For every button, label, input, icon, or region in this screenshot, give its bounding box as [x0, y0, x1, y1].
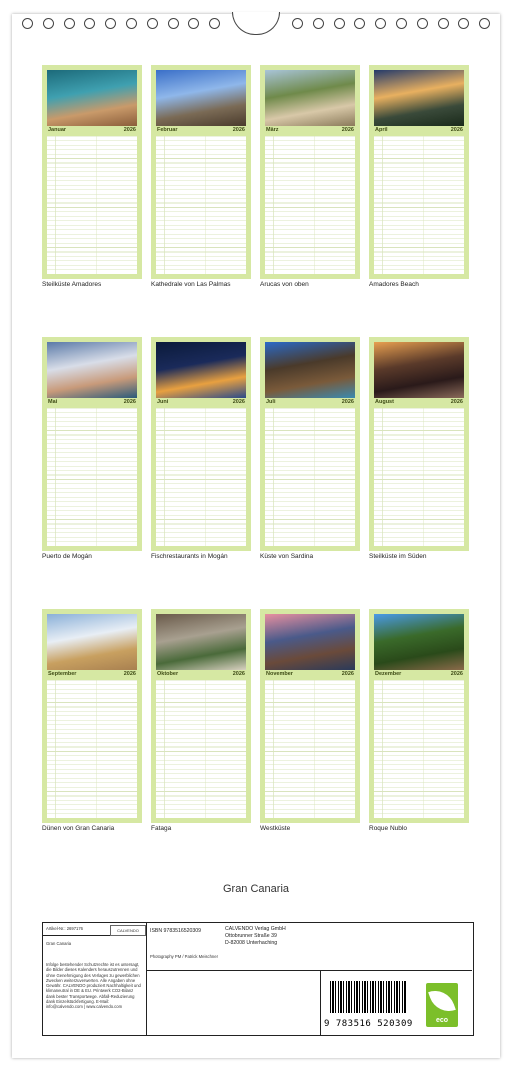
binding-hole: [147, 18, 158, 29]
month-name: September: [48, 671, 77, 677]
month-name: Oktober: [157, 671, 179, 677]
calvendo-logo: CALVENDO: [110, 925, 146, 936]
month-header: [47, 670, 137, 679]
binding-hole: [479, 18, 490, 29]
month-header: [374, 670, 464, 679]
month-header: [265, 126, 355, 135]
month-year: 2026: [232, 671, 245, 677]
day-grid: [265, 136, 355, 274]
binding-hole: [417, 18, 428, 29]
binding-holes: [0, 18, 512, 32]
month-name: November: [266, 671, 293, 677]
leaf-icon: [428, 985, 456, 1016]
binding-hole: [126, 18, 137, 29]
month-year: 2026: [232, 399, 245, 405]
day-grid: [156, 408, 246, 546]
photography-credit: Photography PM / Patrick Meischner: [150, 954, 218, 959]
month-year: 2026: [450, 399, 463, 405]
month-caption: Steilküste Amadores: [42, 281, 102, 288]
month-caption: Dünen von Gran Canaria: [42, 825, 115, 832]
binding-hole: [375, 18, 386, 29]
month-caption: Kathedrale von Las Palmas: [151, 281, 231, 288]
month-caption: Westküste: [260, 825, 291, 832]
month-year: 2026: [450, 127, 463, 133]
imprint-legal-text: Infolge bestehender Schutzrechte ist es untersagt, die Bilder dieses Kalenders herauszutrennen und ohne Genehmigung des Verlages zu gewerblichen Zwecken weiterzuverwerten. Alle Angaben ohne Gewähr. CALVENDO produziert Nachhaltigkeit und klimaneutral in DE & EU. Printwerk CO2-Bilanz dank bester Transportwege. Abfall-Reduzierung dank Einzelstückfertigung. E-Mail: info@calvendo.com | www.calvendo.com: [46, 962, 141, 1009]
binding-hole: [84, 18, 95, 29]
day-grid: [47, 680, 137, 818]
article-number: Artikel-Nr.: 2697176: [46, 926, 84, 931]
month-name: März: [266, 127, 279, 133]
month-year: 2026: [123, 671, 136, 677]
month-header: [156, 398, 246, 407]
month-photo: [47, 70, 137, 126]
month-header: [374, 398, 464, 407]
day-grid: [156, 136, 246, 274]
binding-hole: [64, 18, 75, 29]
barcode-number: 9 783516 520309: [324, 1019, 413, 1029]
month-caption: Küste von Sardina: [260, 553, 314, 560]
month-caption: Puerto de Mogán: [42, 553, 92, 560]
month-header: [47, 398, 137, 407]
imprint-calendar-name: Gran Canaria: [46, 941, 72, 946]
month-panel: [42, 609, 142, 823]
binding-hole: [313, 18, 324, 29]
month-year: 2026: [341, 127, 354, 133]
month-year: 2026: [232, 127, 245, 133]
month-name: Februar: [157, 127, 178, 133]
month-panel: [151, 337, 251, 551]
month-header: [156, 126, 246, 135]
eco-badge: [426, 983, 458, 1027]
day-grid: [265, 408, 355, 546]
month-name: Dezember: [375, 671, 402, 677]
month-panel: [151, 609, 251, 823]
month-photo: [156, 342, 246, 398]
binding-hole: [22, 18, 33, 29]
calendar-title: Gran Canaria: [222, 883, 290, 895]
month-header: [156, 670, 246, 679]
day-grid: [374, 408, 464, 546]
month-year: 2026: [341, 671, 354, 677]
month-caption: Fataga: [151, 825, 172, 832]
month-photo: [156, 70, 246, 126]
month-panel: [42, 65, 142, 279]
month-caption: Amadores Beach: [369, 281, 419, 288]
day-grid: [156, 680, 246, 818]
month-photo: [47, 614, 137, 670]
month-panel: [369, 337, 469, 551]
publisher-name: CALVENDO Verlag GmbH: [225, 926, 286, 932]
binding-hole: [396, 18, 407, 29]
binding-hole: [458, 18, 469, 29]
month-year: 2026: [123, 399, 136, 405]
month-caption: Fischrestaurants in Mogán: [151, 553, 228, 560]
month-name: Juli: [266, 399, 276, 405]
month-photo: [47, 342, 137, 398]
imprint-divider: [146, 970, 472, 971]
month-panel: [260, 609, 360, 823]
month-caption: Roque Nublo: [369, 825, 407, 832]
barcode: [330, 981, 406, 1013]
binding-hole: [105, 18, 116, 29]
day-grid: [374, 136, 464, 274]
binding-hole: [334, 18, 345, 29]
month-name: Januar: [48, 127, 67, 133]
binding-hole: [209, 18, 220, 29]
imprint-divider: [146, 922, 147, 1036]
month-photo: [156, 614, 246, 670]
binding-hole: [168, 18, 179, 29]
month-caption: Arucas von oben: [260, 281, 309, 288]
publisher-street: Ottobrunner Straße 39: [225, 933, 277, 939]
month-year: 2026: [341, 399, 354, 405]
month-photo: [265, 342, 355, 398]
month-name: April: [375, 127, 388, 133]
month-photo: [265, 70, 355, 126]
isbn: ISBN 9783516520309: [150, 928, 202, 934]
month-year: 2026: [450, 671, 463, 677]
day-grid: [47, 136, 137, 274]
month-header: [47, 126, 137, 135]
publisher-city: D-82008 Unterhaching: [225, 940, 278, 946]
month-panel: [151, 65, 251, 279]
month-name: Mai: [48, 399, 58, 405]
eco-label: eco: [435, 1017, 449, 1024]
month-panel: [42, 337, 142, 551]
day-grid: [265, 680, 355, 818]
month-year: 2026: [123, 127, 136, 133]
month-header: [265, 670, 355, 679]
month-header: [374, 126, 464, 135]
month-photo: [374, 614, 464, 670]
month-panel: [260, 337, 360, 551]
month-panel: [260, 65, 360, 279]
month-header: [265, 398, 355, 407]
month-photo: [374, 342, 464, 398]
binding-hole: [438, 18, 449, 29]
imprint-divider: [320, 970, 321, 1036]
day-grid: [47, 408, 137, 546]
binding-hole: [43, 18, 54, 29]
binding-hole: [292, 18, 303, 29]
month-panel: [369, 609, 469, 823]
month-caption: Steilküste im Süden: [369, 553, 427, 560]
day-grid: [374, 680, 464, 818]
month-name: August: [375, 399, 394, 405]
month-photo: [265, 614, 355, 670]
month-name: Juni: [157, 399, 169, 405]
month-photo: [374, 70, 464, 126]
month-panel: [369, 65, 469, 279]
binding-hole: [354, 18, 365, 29]
binding-hole: [188, 18, 199, 29]
